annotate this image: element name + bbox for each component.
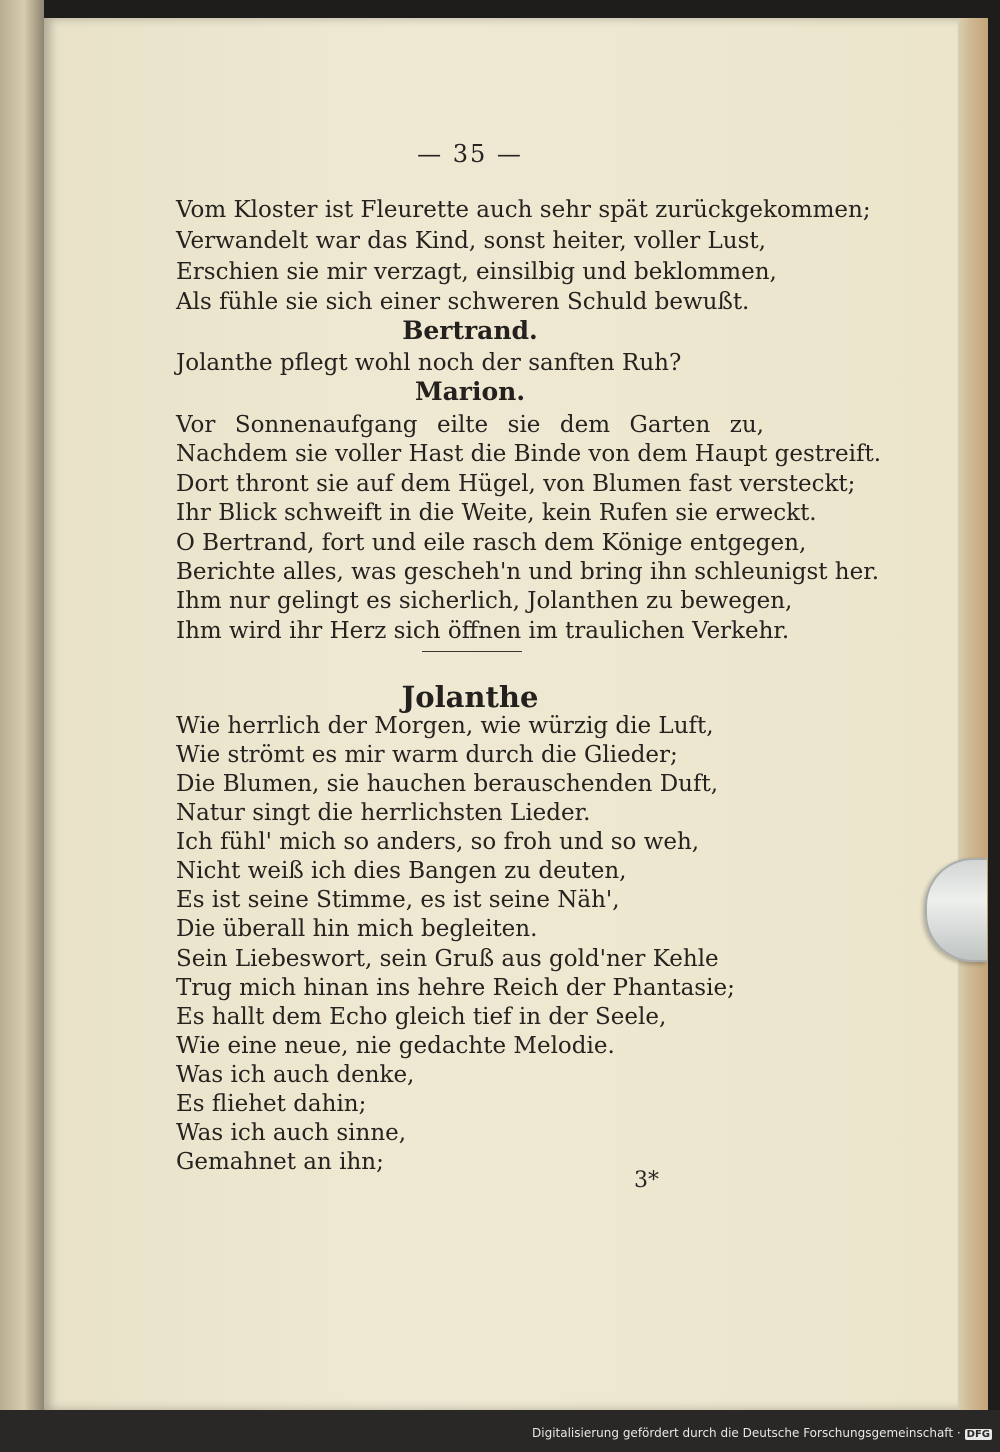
poem-title: Jolanthe <box>401 680 539 714</box>
poem-line: Es fliehet dahin; <box>176 1091 367 1117</box>
text-line: Dort thront sie auf dem Hügel, von Blumen fast versteckt; <box>176 471 856 497</box>
text-line: Als fühle sie sich einer schweren Schuld bewußt. <box>176 289 750 315</box>
text-line: Vor Sonnenaufgang eilte sie dem Garten zu, <box>176 412 764 438</box>
poem-line: Was ich auch sinne, <box>176 1120 407 1146</box>
text-line: Ihr Blick schweift in die Weite, kein Rufen sie erweckt. <box>176 500 817 526</box>
signature-mark: 3* <box>634 1168 659 1193</box>
poem-line: Die Blumen, sie hauchen berauschenden Duft, <box>176 771 719 797</box>
text-line: O Bertrand, fort und eile rasch dem Könige entgegen, <box>176 530 807 556</box>
page-number: — 35 — <box>417 140 523 168</box>
text-line: Nachdem sie voller Hast die Binde von dem Haupt gestreift. <box>176 441 882 467</box>
poem-line: Was ich auch denke, <box>176 1062 415 1088</box>
speaker-name: Marion. <box>414 377 526 406</box>
text-line: Erschien sie mir verzagt, einsilbig und beklommen, <box>176 259 777 285</box>
poem-line: Wie eine neue, nie gedachte Melodie. <box>176 1033 615 1059</box>
poem-line: Nicht weiß ich dies Bangen zu deuten, <box>176 858 627 884</box>
poem-line: Natur singt die herrlichsten Lieder. <box>176 800 591 826</box>
poem-line: Sein Liebeswort, sein Gruß aus gold'ner Kehle <box>176 946 719 972</box>
poem-line: Es ist seine Stimme, es ist seine Näh', <box>176 887 620 913</box>
poem-line: Wie strömt es mir warm durch die Glieder; <box>176 742 678 768</box>
poem-line: Wie herrlich der Morgen, wie würzig die Luft, <box>176 713 714 739</box>
poem-line: Gemahnet an ihn; <box>176 1149 384 1175</box>
text-line: Ihm wird ihr Herz sich öffnen im traulichen Verkehr. <box>176 618 790 644</box>
text-line: Ihm nur gelingt es sicherlich, Jolanthen zu bewegen, <box>176 588 793 614</box>
text-line: Verwandelt war das Kind, sonst heiter, voller Lust, <box>176 228 766 254</box>
poem-line: Trug mich hinan ins hehre Reich der Phantasie; <box>176 975 735 1001</box>
poem-line: Die überall hin mich begleiten. <box>176 916 538 942</box>
poem-line: Es hallt dem Echo gleich tief in der Seele, <box>176 1004 667 1030</box>
speaker-name: Bertrand. <box>402 316 538 345</box>
page-stack-edge <box>958 18 988 1410</box>
text-line: Jolanthe pflegt wohl noch der sanften Ruh? <box>176 350 682 376</box>
digitization-credit <box>532 1426 992 1440</box>
credit-text: Digitalisierung gefördert durch die Deutsche Forschungsgemeinschaft · <box>532 1426 961 1440</box>
section-divider <box>422 651 522 652</box>
text-line: Berichte alles, was gescheh'n und bring ihn schleunigst her. <box>176 559 880 585</box>
dfg-logo: DFG <box>966 1429 990 1440</box>
poem-line: Ich fühl' mich so anders, so froh und so weh, <box>176 829 700 855</box>
text-line: Vom Kloster ist Fleurette auch sehr spät zurückgekommen; <box>176 197 871 223</box>
